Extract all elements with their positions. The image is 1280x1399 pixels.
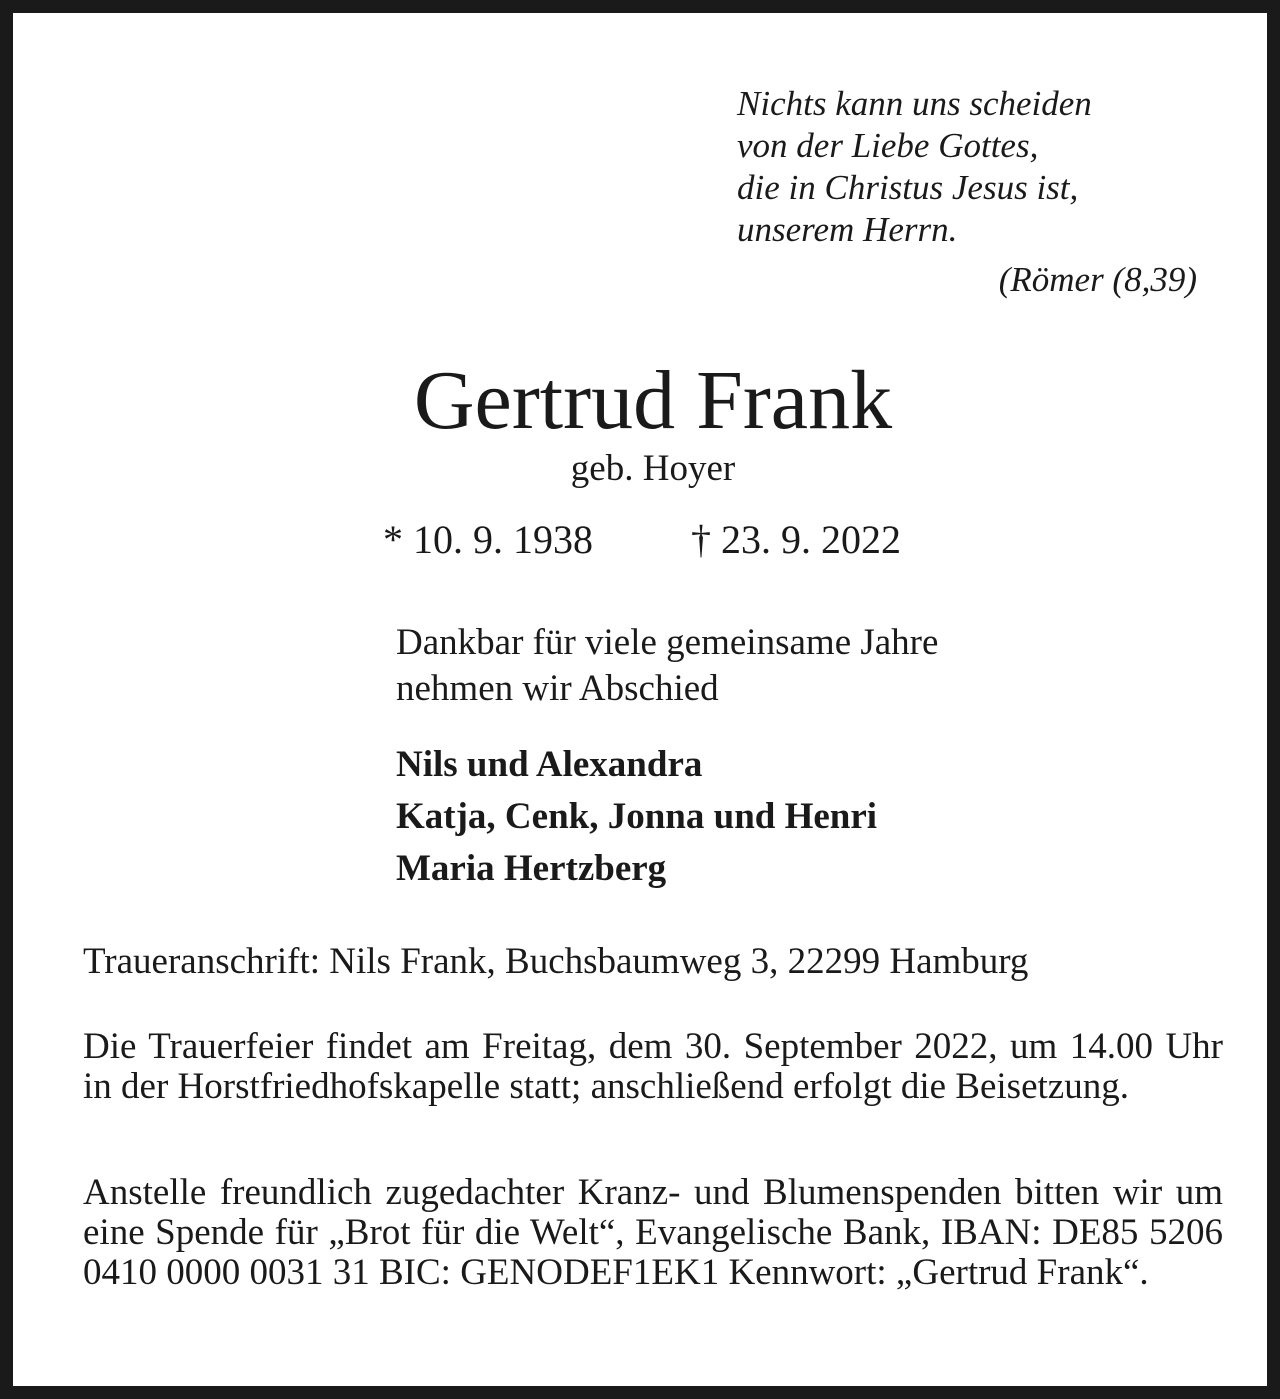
- farewell-line: nehmen wir Abschied: [396, 668, 719, 709]
- maiden-name: geb. Hoyer: [570, 448, 736, 489]
- bible-verse: [737, 83, 1092, 251]
- mourner-name: Maria Hertzberg: [396, 848, 667, 889]
- verse-line: unserem Herrn.: [737, 210, 958, 249]
- donation-info: Anstelle freundlich zugedachter Kranz- und Blumenspenden bitten wir um eine Spende für „Brot für die Welt“, Evangelische Bank, IBAN: DE85 5206 0410 0000 0031 31 BIC: GENODEF1EK1 Kennwort: „Gertrud Frank“.: [83, 1172, 1223, 1293]
- farewell-text: [396, 620, 938, 712]
- verse-line: von der Liebe Gottes,: [737, 126, 1039, 165]
- verse-reference: (Römer (8,39): [998, 260, 1197, 299]
- mourner-name: Katja, Cenk, Jonna und Henri: [396, 796, 878, 837]
- verse-line: die in Christus Jesus ist,: [737, 168, 1079, 207]
- farewell-line: Dankbar für viele gemeinsame Jahre: [396, 622, 939, 663]
- verse-line: Nichts kann uns scheiden: [737, 84, 1092, 123]
- mourner-name: Nils und Alexandra: [396, 744, 703, 785]
- deceased-name: Gertrud Frank: [413, 354, 893, 447]
- mourners-list: [396, 739, 877, 895]
- birth-date: * 10. 9. 1938: [383, 517, 593, 562]
- funeral-service-info: Die Trauerfeier findet am Freitag, dem 30. September 2022, um 14.00 Uhr in der Horstfriedhofskapelle statt; anschließend erfolgt die Beisetzung.: [83, 1026, 1223, 1107]
- death-date: † 23. 9. 2022: [691, 517, 901, 562]
- mourning-address: Traueranschrift: Nils Frank, Buchsbaumweg 3, 22299 Hamburg: [83, 941, 1029, 982]
